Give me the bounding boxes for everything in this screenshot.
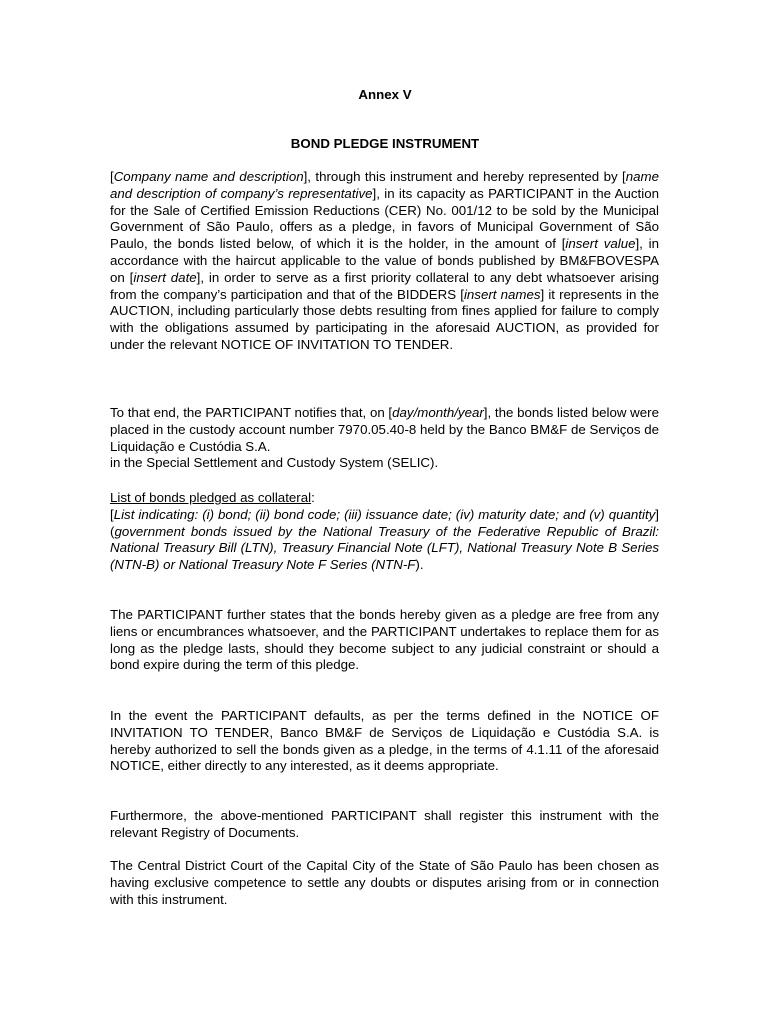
p1-text-1: [ <box>110 169 114 184</box>
bond-list-heading: List of bonds pledged as collateral <box>110 490 312 505</box>
p3-text-3: ). <box>415 557 424 573</box>
p2-text-3: in the Special Settlement and Custody System (SELIC). <box>110 455 439 471</box>
p1-text-5: ], in order to serve as a first priority collateral to any debt whatsoever arising from the company’s participation and that of the BIDDERS [ <box>110 269 659 302</box>
placeholder-day-month-year: day/month/year <box>392 405 484 420</box>
placeholder-company-name: Company name and description <box>113 169 304 184</box>
placeholder-bond-list: List indicating: (i) bond; (ii) bond code; (iii) issuance date; (iv) maturity date; and (v) quantity <box>113 506 656 522</box>
p2-text-2: ], the bonds listed below were placed in the custody account number 7970.05.40-8 held by the Banco BM&F de Serviços de Liquidação e Custódia S.A. <box>110 405 659 454</box>
annex-heading: Annex V <box>358 87 412 102</box>
paragraph-registration: Furthermore, the above-mentioned PARTICIPANT shall register this instrument with the relevant Registry of Documents. <box>110 808 659 840</box>
p1-text-3: ], in its capacity as PARTICIPANT in the Auction for the Sale of Certified Emission Reductions (CER) No. 001/12 to be sold by the Municipal Government of São Paulo, offers as a pledge, in favors of Municipal Government of São Paulo, the bonds listed below, of which it is the holder, in the amount of [ <box>110 185 659 252</box>
paragraph-liens-statement: The PARTICIPANT further states that the bonds hereby given as a pledge are free from any liens or encumbrances whatsoever, and the PARTICIPANT undertakes to replace them for as long as the pledge lasts, should they become subject to any judicial constraint or should a bond expire during the term of this pledge. <box>110 607 659 673</box>
p3-text-2: ] ( <box>110 506 659 539</box>
paragraph-custody-notice <box>110 405 659 472</box>
placeholder-government-bonds: government bonds issued by the National Treasury of the Federative Republic of Brazil: National Treasury Bill (LTN), Treasury Financial Note (LFT), National Treasury Note B Series (NTN-B) or National Treasury Note F Series (NTN-F <box>110 523 659 573</box>
document-title: BOND PLEDGE INSTRUMENT <box>290 136 480 151</box>
p1-text-4: ], in accordance with the haircut applicable to the value of bonds published by BM&FBOVESPA on [ <box>110 236 659 285</box>
p1-text-2: ], through this instrument and hereby represented by [ <box>303 169 626 184</box>
paragraph-bond-list <box>110 490 659 574</box>
p3-text-1: [ <box>110 506 114 522</box>
p1-text-6: ] it represents in the AUCTION, including particularly those debts resulting from fines applied for failure to comply with the obligations assumed by participating in the aforesaid AUCTION, as provided for under the relevant NOTICE OF INVITATION TO TENDER. <box>110 286 660 352</box>
paragraph-jurisdiction: The Central District Court of the Capital City of the State of São Paulo has been chosen as having exclusive competence to settle any doubts or disputes arising from or in connection with this instrument. <box>110 858 659 907</box>
bond-list-colon: : <box>311 490 315 505</box>
p2-text-1: To that end, the PARTICIPANT notifies that, on [ <box>110 405 393 420</box>
placeholder-representative: name and description of company’s representative <box>110 169 659 201</box>
placeholder-value: insert value <box>565 236 636 252</box>
placeholder-date: insert date <box>133 269 197 285</box>
paragraph-pledge-offer <box>110 169 659 354</box>
paragraph-default-terms: In the event the PARTICIPANT defaults, as per the terms defined in the NOTICE OF INVITATION TO TENDER, Banco BM&F de Serviços de Liquidação e Custódia S.A. is hereby authorized to sell the bonds given as a pledge, in the terms of 4.1.11 of the aforesaid NOTICE, either directly to any interested, as it deems appropriate. <box>110 708 659 774</box>
placeholder-bidder-names: insert names <box>463 286 541 302</box>
